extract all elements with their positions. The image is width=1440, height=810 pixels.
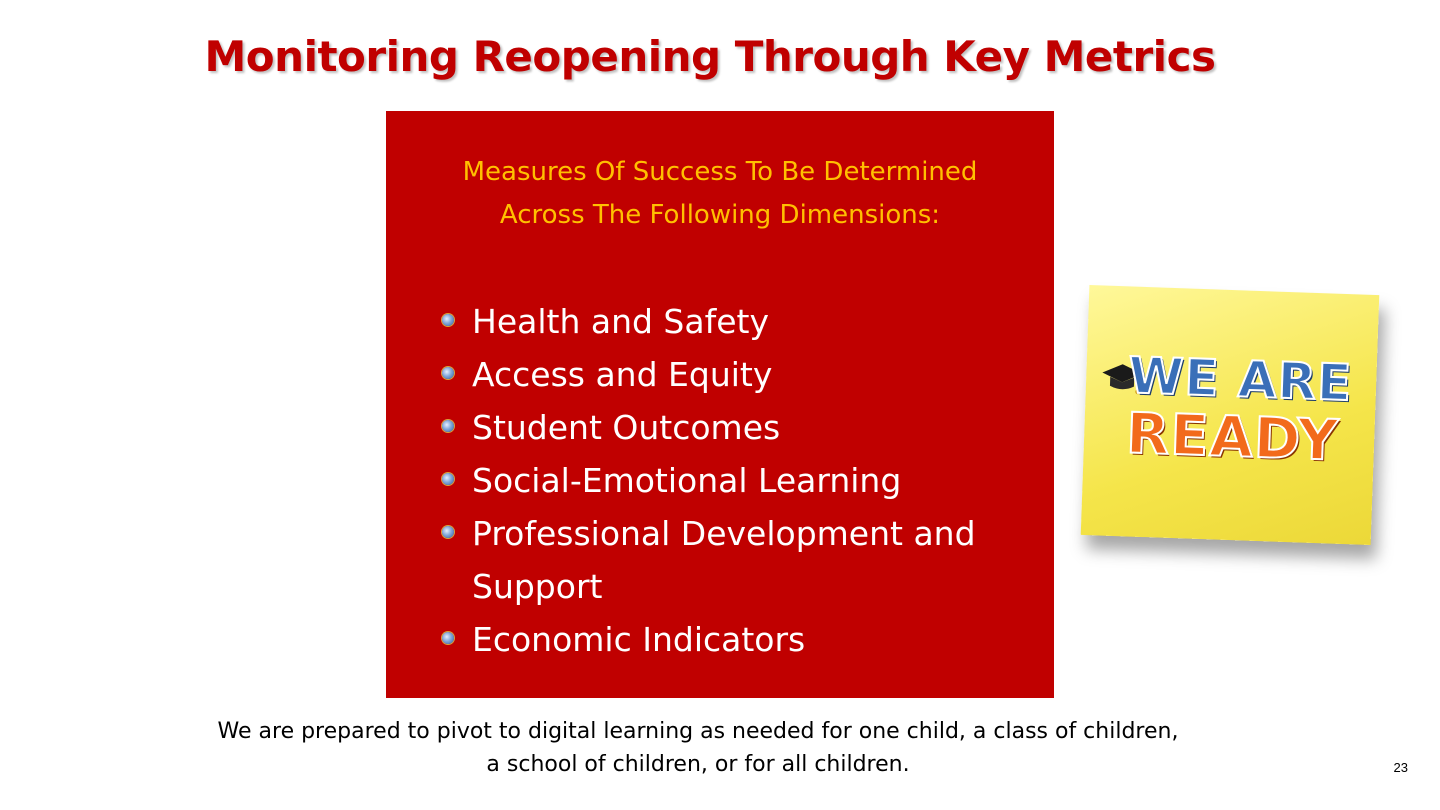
bullet-icon bbox=[442, 632, 454, 644]
dimensions-list bbox=[442, 295, 1042, 666]
slide-title: Monitoring Reopening Through Key Metrics bbox=[204, 32, 1216, 81]
footer-text bbox=[0, 715, 1396, 781]
bullet-icon bbox=[442, 314, 454, 326]
dimension-item: Health and Safety bbox=[442, 295, 1042, 348]
we-are-ready-sticky-note bbox=[1081, 285, 1380, 545]
dimension-item: Economic Indicators bbox=[442, 613, 1042, 666]
bullet-icon bbox=[442, 420, 454, 432]
dimension-item: Social-Emotional Learning bbox=[442, 454, 1042, 507]
note-line-we-are: WE ARE bbox=[1127, 346, 1354, 413]
page-number: 23 bbox=[1393, 760, 1408, 775]
dimension-item: Student Outcomes bbox=[442, 401, 1042, 454]
panel-subtitle-line-2: Across The Following Dimensions: bbox=[499, 200, 941, 230]
dimension-item: Professional Development and Support bbox=[442, 507, 1042, 613]
bullet-icon bbox=[442, 473, 454, 485]
dimension-item: Access and Equity bbox=[442, 348, 1042, 401]
dimensions-panel bbox=[386, 111, 1054, 698]
footer-line-1: We are prepared to pivot to digital learning as needed for one child, a class of children, bbox=[217, 719, 1179, 744]
bullet-icon bbox=[442, 367, 454, 379]
footer-line-2: a school of children, or for all children. bbox=[486, 752, 910, 777]
bullet-icon bbox=[442, 526, 454, 538]
panel-subtitle-line-1: Measures Of Success To Be Determined bbox=[462, 157, 978, 187]
panel-subtitle bbox=[386, 151, 1054, 237]
note-line-ready: READY bbox=[1125, 401, 1340, 474]
